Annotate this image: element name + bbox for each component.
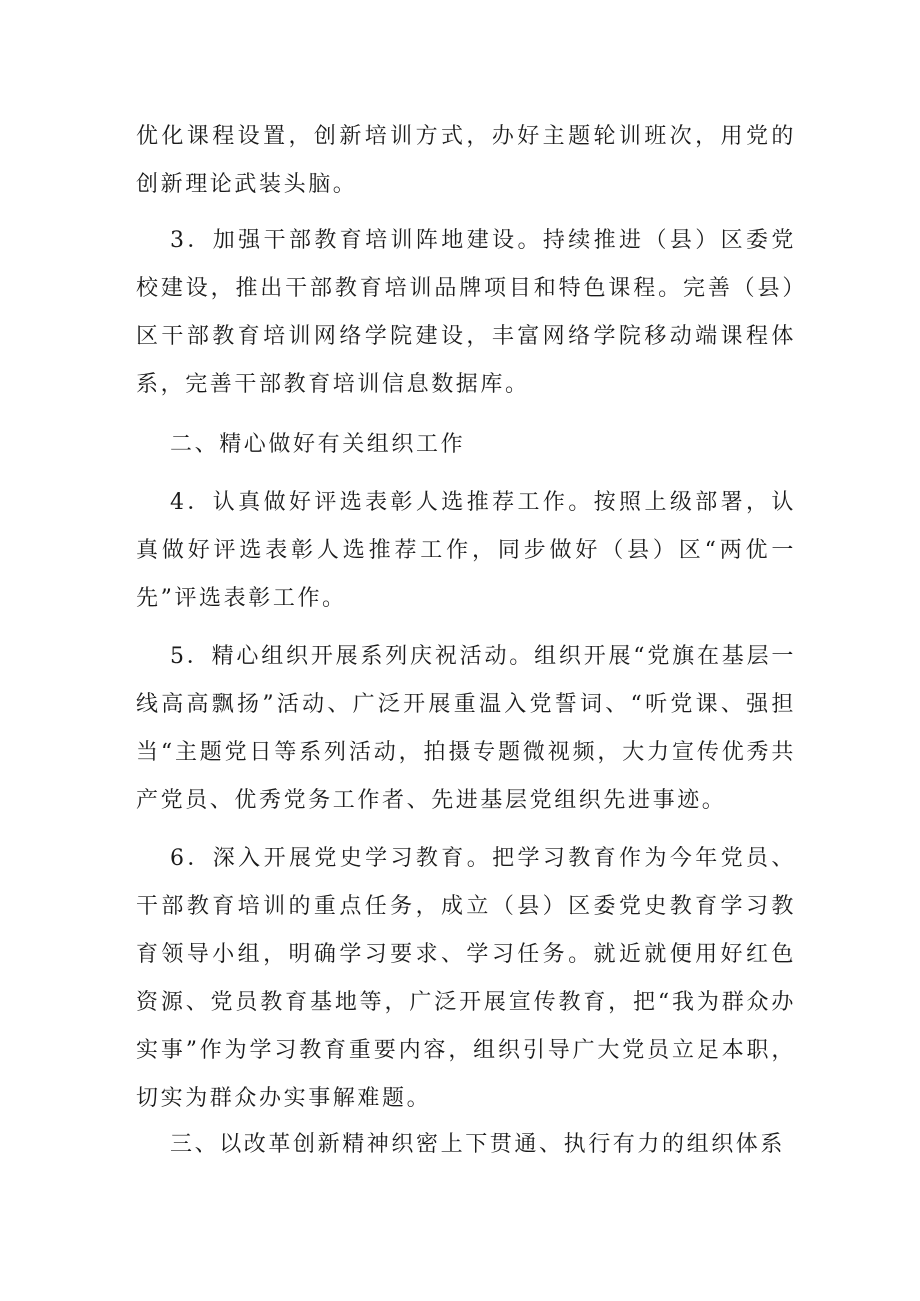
section-heading-3: 三、以改革创新精神织密上下贯通、执行有力的组织体系	[170, 1132, 786, 1157]
section-heading-2: 二、精心做好有关组织工作	[170, 432, 466, 457]
paragraph-item-5: 5．精心组织开展系列庆祝活动。组织开展“党旗在基层一线高高飘扬”活动、广泛开展重温入党誓词、“听党课、强担当“主题党日等系列活动，拍摄专题微视频，大力宣传优秀共产党员、优秀党务工作者、先进基层党组织先进事迹。	[136, 644, 796, 813]
paragraph-continuation: 优化课程设置，创新培训方式，办好主题轮训班次，用党的创新理论武装头脑。	[136, 124, 796, 197]
paragraph-item-3: 3．加强干部教育培训阵地建设。持续推进（县）区委党校建设，推出干部教育培训品牌项目和特色课程。完善（县）区干部教育培训网络学院建设，丰富网络学院移动端课程体系，完善干部教育培训信息数据库。	[136, 228, 796, 397]
paragraph-item-4: 4．认真做好评选表彰人选推荐工作。按照上级部署，认真做好评选表彰人选推荐工作，同步做好（县）区“两优一先”评选表彰工作。	[136, 490, 796, 611]
paragraph-item-6: 6．深入开展党史学习教育。把学习教育作为今年党员、干部教育培训的重点任务，成立（县）区委党史教育学习教育领导小组，明确学习要求、学习任务。就近就便用好红色资源、党员教育基地等，广泛开展宣传教育，把“我为群众办实事”作为学习教育重要内容，组织引导广大党员立足本职，切实为群众办实事解难题。	[136, 846, 796, 1111]
